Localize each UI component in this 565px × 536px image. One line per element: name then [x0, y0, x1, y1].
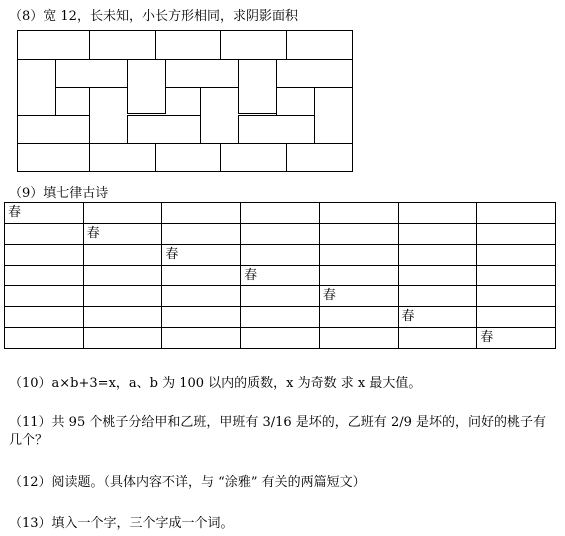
poem-grid-blank-cell[interactable]	[5, 286, 84, 307]
poem-grid-blank-cell[interactable]	[162, 307, 241, 328]
poem-grid-blank-cell[interactable]	[319, 265, 398, 286]
poem-grid-row	[5, 286, 556, 307]
poem-grid-row	[5, 265, 556, 286]
problem-12-text: （12）阅读题。（具体内容不详，与 “涂雅” 有关的两篇短文）	[9, 475, 366, 490]
poem-grid-blank-cell[interactable]	[398, 244, 477, 265]
rectangle-tiling-figure	[17, 30, 353, 172]
poem-grid-row	[5, 223, 556, 244]
poem-grid-blank-cell[interactable]	[83, 286, 162, 307]
poem-grid-given-char[interactable]: 春	[477, 328, 556, 349]
poem-grid-blank-cell[interactable]	[162, 223, 241, 244]
small-rectangle	[166, 60, 239, 88]
poem-grid-blank-cell[interactable]	[477, 286, 556, 307]
poem-grid-row	[5, 203, 556, 224]
poem-grid-blank-cell[interactable]	[241, 328, 320, 349]
poem-grid-given-char[interactable]: 春	[398, 307, 477, 328]
poem-grid-blank-cell[interactable]	[319, 203, 398, 224]
poem-grid-blank-cell[interactable]	[398, 328, 477, 349]
poem-grid-blank-cell[interactable]	[5, 307, 84, 328]
poem-grid-blank-cell[interactable]	[5, 223, 84, 244]
poem-grid-blank-cell[interactable]	[83, 307, 162, 328]
outer-rectangle	[18, 31, 353, 172]
poem-grid-given-char[interactable]: 春	[83, 223, 162, 244]
poem-grid	[4, 202, 556, 349]
poem-grid-row	[5, 328, 556, 349]
problem-13-text: （13）填入一个字，三个字成一个词。	[9, 516, 234, 531]
poem-grid-blank-cell[interactable]	[319, 307, 398, 328]
poem-grid-blank-cell[interactable]	[319, 328, 398, 349]
poem-grid-blank-cell[interactable]	[477, 265, 556, 286]
poem-grid-blank-cell[interactable]	[319, 244, 398, 265]
poem-grid-blank-cell[interactable]	[398, 286, 477, 307]
poem-grid-blank-cell[interactable]	[83, 203, 162, 224]
poem-grid-blank-cell[interactable]	[162, 203, 241, 224]
poem-grid-given-char[interactable]: 春	[241, 265, 320, 286]
poem-grid-blank-cell[interactable]	[5, 244, 84, 265]
poem-grid-given-char[interactable]: 春	[5, 203, 84, 224]
poem-grid-blank-cell[interactable]	[162, 328, 241, 349]
small-rectangle	[277, 60, 353, 88]
poem-grid-blank-cell[interactable]	[398, 223, 477, 244]
poem-grid-blank-cell[interactable]	[162, 286, 241, 307]
poem-grid-blank-cell[interactable]	[477, 203, 556, 224]
problem-9-text: （9）填七律古诗	[9, 186, 109, 201]
poem-grid-blank-cell[interactable]	[398, 265, 477, 286]
poem-grid-blank-cell[interactable]	[241, 223, 320, 244]
poem-grid-blank-cell[interactable]	[162, 265, 241, 286]
problem-10-text: （10）a×b+3=x，a、b 为 100 以内的质数，x 为奇数 求 x 最大值。	[9, 376, 422, 391]
poem-grid-blank-cell[interactable]	[241, 244, 320, 265]
poem-grid-given-char[interactable]: 春	[162, 244, 241, 265]
poem-grid-blank-cell[interactable]	[83, 328, 162, 349]
small-rectangle	[128, 116, 201, 144]
poem-grid-blank-cell[interactable]	[5, 328, 84, 349]
poem-grid-row	[5, 244, 556, 265]
small-rectangle	[56, 60, 128, 88]
poem-grid-blank-cell[interactable]	[477, 223, 556, 244]
poem-grid-blank-cell[interactable]	[5, 265, 84, 286]
poem-grid-blank-cell[interactable]	[477, 244, 556, 265]
poem-grid-row	[5, 307, 556, 328]
poem-grid-given-char[interactable]: 春	[319, 286, 398, 307]
problem-11-text-line-1: （11）共 95 个桃子分给甲和乙班，甲班有 3/16 是坏的，乙班有 2/9 是坏的，问好的桃子有	[9, 415, 546, 430]
problem-11-text-line-2: 几个？	[9, 433, 49, 448]
small-rectangle	[239, 116, 315, 144]
poem-grid-blank-cell[interactable]	[398, 203, 477, 224]
poem-grid-blank-cell[interactable]	[241, 307, 320, 328]
poem-grid-blank-cell[interactable]	[241, 203, 320, 224]
poem-grid-blank-cell[interactable]	[319, 223, 398, 244]
small-rectangle	[239, 60, 277, 114]
poem-grid-blank-cell[interactable]	[83, 244, 162, 265]
poem-grid-blank-cell[interactable]	[83, 265, 162, 286]
poem-grid-blank-cell[interactable]	[241, 286, 320, 307]
problem-8-text: （8）宽 12，长未知，小长方形相同，求阴影面积	[9, 9, 298, 24]
small-rectangle	[128, 60, 166, 114]
poem-grid-blank-cell[interactable]	[477, 307, 556, 328]
